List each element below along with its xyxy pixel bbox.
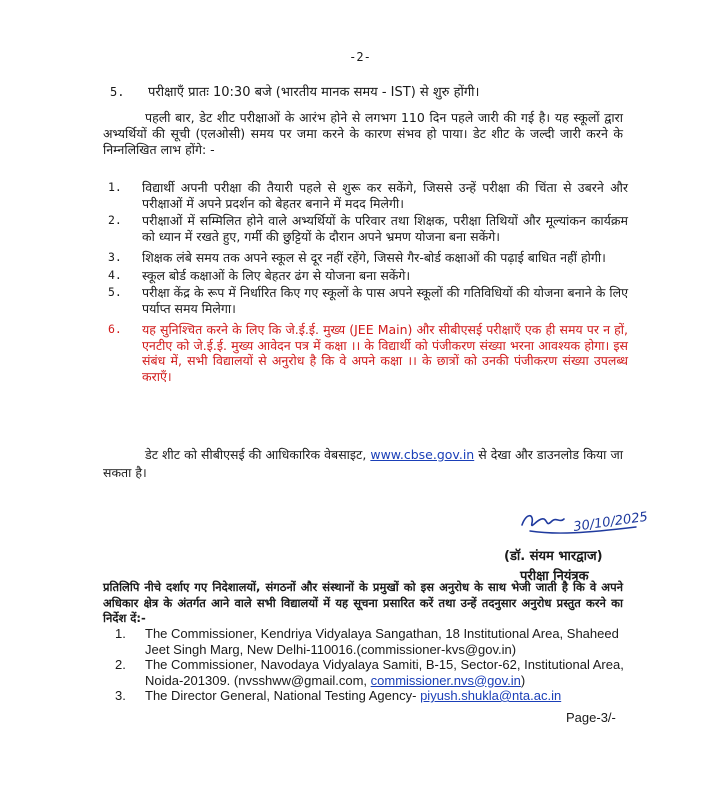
benefit-text: शिक्षक लंबे समय तक अपने स्कूल से दूर नहीं रहेंगे, जिससे गैर-बोर्ड कक्षाओं की पढ़ाई बाधित नहीं होगी। [142, 250, 606, 265]
addressee-number: 3. [115, 688, 126, 703]
closing-text-before: डेट शीट को सीबीएसई की आधिकारिक वेबसाइट, [145, 447, 367, 462]
handwritten-signature [516, 505, 656, 547]
addressee-text: The Commissioner, Navodaya Vidyalaya Samiti, B-15, Sector-62, Institutional Area, Noida-201309. (nvsshww@gmail.com, [145, 657, 624, 688]
benefit-item [108, 285, 628, 316]
addressee-list [115, 626, 630, 704]
benefit-number: 1. [108, 180, 122, 194]
benefit-number: 4. [108, 267, 122, 282]
intro-paragraph-text: पहली बार, डेट शीट परीक्षाओं के आरंभ होने से लगभग 110 दिन पहले जारी की गई है। यह स्कूलों द्वारा अभ्यर्थियों की सूची (एलओसी) समय पर जमा करने के कारण संभव हो पाया। डेट शीट के जल्दी जारी करने के निम्नलिखित लाभ होंगे: - [103, 110, 623, 157]
benefit-number: 5. [108, 285, 122, 299]
copy-to-header: प्रतिलिपि नीचे दर्शाए गए निदेशालयों, संगठनों और संस्थानों के प्रमुखों को इस अनुरोध के साथ भेजी जाती है कि वे अपने अधिकार क्षेत्र के अंतर्गत आने वाले सभी विद्यालयों में यह सूचना प्रसारित करें तथा उन्हें तदनुसार अनुरोध प्रस्तुत करने का निर्देश दें:- [103, 580, 623, 625]
addressee-text: The Commissioner, Kendriya Vidyalaya Sangathan, 18 Institutional Area, Shaheed Jeet Singh Marg, New Delhi-110016.(commissioner-kvs@gov.in) [145, 626, 619, 657]
addressee-email-link[interactable]: piyush.shukla@nta.ac.in [420, 688, 562, 703]
benefit-number: 2. [108, 213, 122, 227]
benefit-item [108, 250, 628, 266]
next-page-marker: Page-3/- [566, 710, 616, 725]
addressee-item [115, 657, 630, 688]
closing-text-after: से देखा और डाउनलोड किया जा सकता है। [103, 447, 623, 480]
addressee-text: The Director General, National Testing Agency- [145, 688, 417, 703]
addressee-tail: ) [520, 672, 526, 688]
benefit-text: विद्यार्थी अपनी परीक्षा की तैयारी पहले से शुरू कर सकेंगे, जिससे उन्हें परीक्षा की चिंता से उबरने और परीक्षाओं में अपने प्रदर्शन को बेहतर बनाने में मदद मिलेगी। [142, 180, 628, 211]
point-5-number: 5. [110, 85, 125, 99]
benefit-number: 3. [108, 250, 122, 264]
benefit-number: 6. [108, 322, 122, 336]
page-number: -2- [349, 50, 371, 64]
point-5-text: परीक्षाएँ प्रातः 10:30 बजे (भारतीय मानक समय - IST) से शुरु होंगी। [148, 85, 480, 100]
benefit-text: परीक्षाओं में सम्मिलित होने वाले अभ्यर्थियों के परिवार तथा शिक्षक, परीक्षा तिथियों और मूल्यांकन कार्यक्रम को ध्यान में रखते हुए, गर्मी की छुट्टियों के दौरान अपने भ्रमण योजना बना सकेंगे। [142, 213, 628, 244]
addressee-email-link[interactable]: commissioner.nvs@gov.in [370, 672, 521, 688]
benefit-item [108, 180, 628, 211]
svg-text:30/10/2025: 30/10/2025 [572, 509, 649, 535]
benefit-text: स्कूल बोर्ड कक्षाओं के लिए बेहतर ढंग से योजना बना सकेंगे। [142, 267, 411, 283]
addressee-item [115, 626, 630, 657]
benefit-item [108, 268, 628, 284]
benefit-text: परीक्षा केंद्र के रूप में निर्धारित किए गए स्कूलों के पास अपने स्कूलों की गतिविधियों की योजना बनाने के लिए पर्याप्त समय मिलेगा। [142, 285, 628, 316]
intro-paragraph [103, 110, 623, 158]
addressee-number: 2. [115, 657, 126, 672]
closing-paragraph [103, 446, 623, 482]
addressee-number: 1. [115, 626, 126, 641]
benefits-list [108, 180, 628, 386]
cbse-website-link[interactable]: www.cbse.gov.in [370, 447, 475, 462]
benefit-item [108, 213, 628, 244]
benefit-item-highlighted [108, 322, 628, 384]
point-5 [110, 82, 479, 100]
signatory-designation: परीक्षा नियंत्रक [520, 569, 589, 584]
benefit-text-jee-main: यह सुनिश्चित करने के लिए कि जे.ई.ई. मुख्य (JEE Main) और सीबीएसई परीक्षाएँ एक ही समय पर न हों, एनटीए को जे.ई.ई. मुख्य आवेदन पत्र में कक्षा ।। के विद्यार्थी को पंजीकरण संख्या भरना आवश्यक होगा। इस संबंध में, सभी विद्यालयों से अनुरोध है कि वे अपने कक्षा ।। के छात्रों को उनकी पंजीकरण संख्या उपलब्ध कराएँ। [142, 322, 628, 384]
addressee-item [115, 688, 630, 704]
signatory-name: (डॉ. संयम भारद्वाज) [504, 549, 603, 564]
